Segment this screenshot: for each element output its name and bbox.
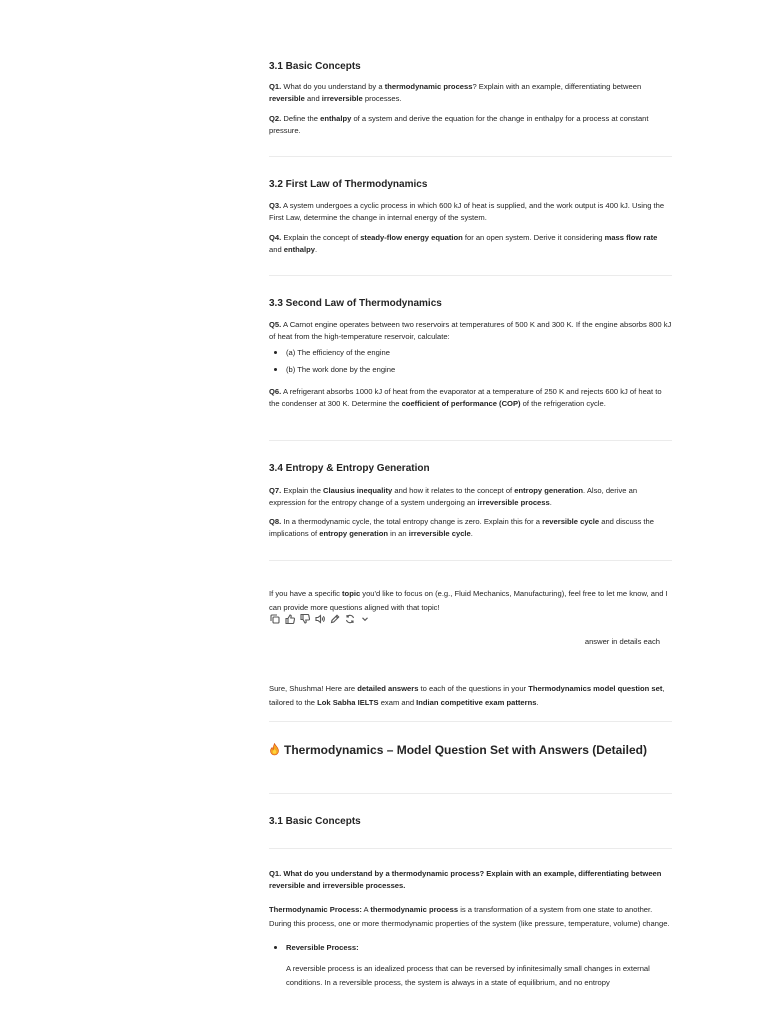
read-aloud-icon[interactable]	[314, 614, 325, 625]
section-title-3-2: 3.2 First Law of Thermodynamics	[269, 179, 428, 190]
bullet-icon	[274, 946, 277, 949]
question-q6: Q6. A refrigerant absorbs 1000 kJ of heat from the evaporator at a temperature of 250 K and rejects 600 kJ of heat to the condenser at 300 K. Determine the coefficient of performance (COP) of the refrigeration cycle.	[269, 387, 662, 408]
question-q5: Q5. A Carnot engine operates between two reservoirs at temperatures of 500 K and 300 K. If the engine absorbs 800 kJ of heat from the high-temperature reservoir, calculate:	[269, 320, 672, 341]
assistant-closing: If you have a specific topic you'd like to focus on (e.g., Fluid Mechanics, Manufacturing), feel free to let me know, and I can provide more questions aligned with that topic!	[269, 588, 668, 612]
reversible-process-text: A reversible process is an idealized process that can be reversed by infinitesimally small changes in external conditions. In a reversible process, the system is always in a state of equilibrium, and no entropy	[286, 963, 650, 987]
divider	[269, 560, 672, 561]
question-q1: Q1. What do you understand by a thermodynamic process? Explain with an example, differentiating between reversible and irreversible processes.	[269, 82, 642, 103]
message-actions	[269, 612, 370, 626]
edit-icon[interactable]	[329, 614, 340, 625]
divider	[269, 275, 672, 276]
question-q2: Q2. Define the enthalpy of a system and derive the equation for the change in enthalpy for a process at constant pressure.	[269, 114, 649, 135]
divider	[269, 156, 672, 157]
section-title-3-4: 3.4 Entropy & Entropy Generation	[269, 463, 430, 474]
answer-q1-question: Q1. What do you understand by a thermodynamic process? Explain with an example, differentiating between reversible and irreversible processes.	[269, 869, 662, 890]
regenerate-icon[interactable]	[344, 614, 355, 625]
divider	[269, 793, 672, 794]
question-q4: Q4. Explain the concept of steady-flow energy equation for an open system. Derive it considering mass flow rate and enthalpy.	[269, 233, 658, 254]
section-title-3-3: 3.3 Second Law of Thermodynamics	[269, 298, 442, 309]
assistant-reply-intro: Sure, Shushma! Here are detailed answers to each of the questions in your Thermodynamics model question set, tailored to the Lok Sabha IELTS exam and Indian competitive exam patterns.	[269, 683, 665, 707]
section-title-3-1: 3.1 Basic Concepts	[269, 61, 361, 72]
user-message: answer in details each	[584, 637, 660, 646]
bullet-icon	[274, 368, 277, 371]
divider	[269, 848, 672, 849]
thumbs-up-icon[interactable]	[284, 614, 295, 625]
conversation: 3.1 Basic Concepts Q1. What do you understand by a thermodynamic process? Explain with an example, differentiating between reversible and irreversible processes. Q2. Define the enthalpy of a system and derive the equation for the change in enthalpy for a process at constant pressure. 3.2 First Law of Thermodynamics Q3. A system undergoes a cyclic process in which 600 kJ of heat is supplied, and the work output is 400 kJ. Using the First Law, determine the change in internal energy of the system. Q4. Explain the concept of steady-flow energy equation for an open system. Derive it considering mass flow rate and enthalpy. 3.3 Second Law of Thermodynamics Q5. A Carnot engine operates between two reservoirs at temperatures of 500 K and 300 K. If the engine absorbs 800 kJ of heat from the high-temperature reservoir, calculate: (a) The efficiency of the engine (b) The work done by the engine Q6. A refrigerant absorbs 1000 kJ of heat from the evaporator at a temperature of 250 K and rejects 600 kJ of heat to the condenser at 300 K. Determine the coefficient of performance (COP) of the refrigeration cycle. 3.4 Entropy & Entropy Generation Q7. Explain the Clausius inequality and how it relates to the concept of entropy generation. Also, derive an expression for the entropy change of a system undergoing an irreversible process. Q8. In a thermodynamic cycle, the total entropy change is zero. Explain this for a reversible cycle and discuss the implications of entropy generation in an irreversible cycle. If you have a specific topic you'd like to focus on (e.g., Fluid Mechanics, Manufacturing), feel free to let me know, and I can provide more questions aligned with that topic! answer in details each Sure, Shushma! Here are detailed answers to each of the questions in your Thermodynamics model question set, tailored to the Lok Sabha IELTS exam and Indian competitive exam patterns. Thermodynamics – Model Question Set with Answers (Detailed) 3.1 Basic Concepts Q1. What do you understand by a thermodynamic process? Explain with an example, differentiating between reversible and irreversible processes. Thermodynamic Process: A thermodynamic process is a transformation of a system from one state to another. During this process, one or more thermodynamic properties of the system (like pressure, temperature, volume) change. Reversible Process: A reversible process is an idealized process that can be reversed by infinitesimally small changes in external conditions. In a reversible process, the system is always in a state of equilibrium, and no entropy	[269, 0, 672, 1024]
question-q8: Q8. In a thermodynamic cycle, the total entropy change is zero. Explain this for a reversible cycle and discuss the implications of entropy generation in an irreversible cycle.	[269, 517, 654, 538]
copy-icon[interactable]	[269, 614, 280, 625]
question-q3: Q3. A system undergoes a cyclic process in which 600 kJ of heat is supplied, and the work output is 400 kJ. Using the First Law, determine the change in internal energy of the system.	[269, 201, 665, 222]
section-title-3-1-answers: 3.1 Basic Concepts	[269, 816, 361, 827]
divider	[269, 721, 672, 722]
question-q7: Q7. Explain the Clausius inequality and how it relates to the concept of entropy generation. Also, derive an expression for the entropy change of a system undergoing an irreversible process.	[269, 486, 638, 507]
bullet-icon	[274, 351, 277, 354]
fire-icon	[269, 743, 280, 756]
answers-heading: Thermodynamics – Model Question Set with Answers (Detailed)	[269, 742, 672, 758]
chevron-down-icon[interactable]	[359, 614, 370, 625]
thumbs-down-icon[interactable]	[299, 614, 310, 625]
divider	[269, 440, 672, 441]
answer-q1-definition: Thermodynamic Process: A thermodynamic process is a transformation of a system from one state to another. During this process, one or more thermodynamic properties of the system (like pressure, temperature, volume) change.	[269, 904, 670, 928]
